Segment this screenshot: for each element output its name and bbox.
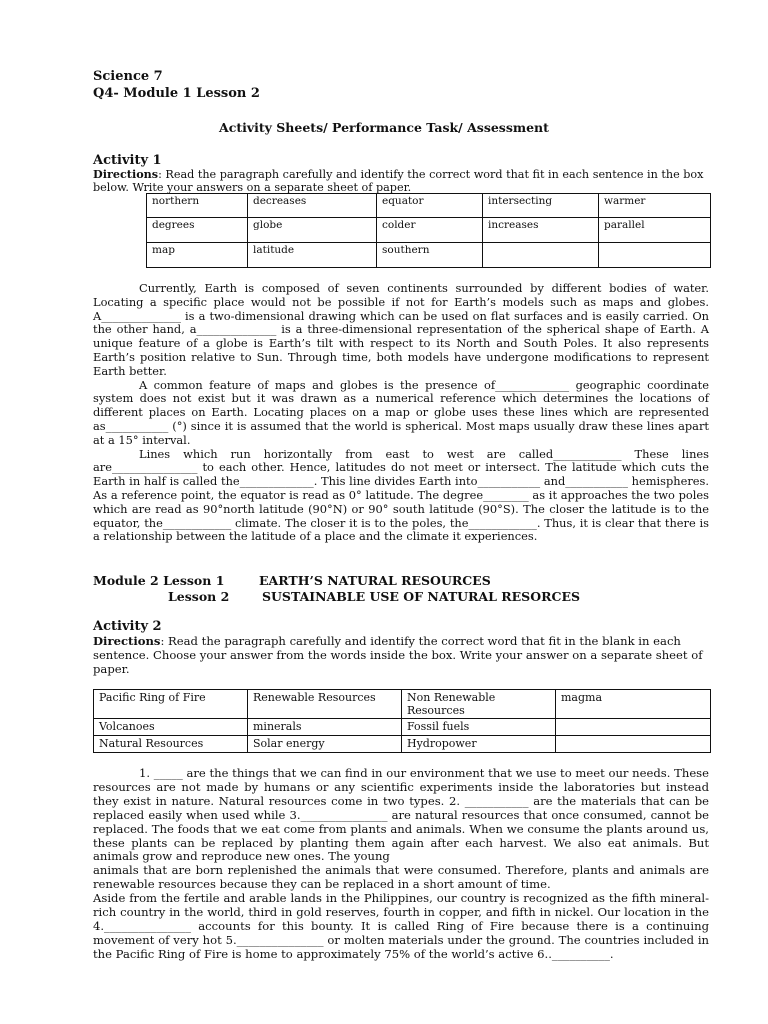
word-cell: Solar energy: [248, 736, 402, 753]
word-cell: latitude: [248, 243, 377, 268]
module-lesson-label: Q4- Module 1 Lesson 2: [93, 86, 260, 101]
word-cell: Natural Resources: [94, 736, 248, 753]
activity1-title: Activity 1: [93, 153, 162, 168]
module2-lesson2-label: Lesson 2: [168, 589, 230, 604]
word-cell: Volcanoes: [94, 719, 248, 736]
word-cell: intersecting: [483, 194, 599, 218]
word-box-row: [147, 194, 711, 218]
passage-paragraph: animals that are born replenished the animals that were consumed. Therefore, plants and animals are renewable resources because they can be replaced in a short amount of time.: [93, 863, 709, 892]
word-cell: southern: [377, 243, 483, 268]
word-box-row: [147, 243, 711, 268]
word-cell: northern: [147, 194, 248, 218]
directions-label: Directions: [93, 167, 159, 181]
directions-text: : Read the paragraph carefully and identify the correct word that fit in each sentence in the box below. Write your answers on a separate sheet of paper.: [93, 168, 704, 194]
word-cell: Pacific Ring of Fire: [94, 690, 248, 719]
activity1-word-box: [146, 193, 711, 268]
word-box-row: [147, 218, 711, 243]
page-title: Activity Sheets/ Performance Task/ Assessment: [219, 120, 549, 135]
passage-paragraph: A common feature of maps and globes is the presence of_____________ geographic coordinate system does not exist but it was drawn as a numerical reference which determines the locations of different places on Earth. Locating places on a map or globe uses these lines which are represented as___________ (°) since it is assumed that the world is spherical. Most maps usually draw these lines apart at a 15° interval.: [93, 377, 709, 447]
module2-lesson1-label: Module 2 Lesson 1: [93, 573, 225, 588]
word-cell: minerals: [248, 719, 402, 736]
passage-paragraph: Lines which run horizontally from east to west are called____________ These lines are_______________ to each other. Hence, latitudes do not meet or intersect. The latitude which cuts the Earth in half is called the_____________. This line divides Earth into___________ and___________ hemispheres. As a reference point, the equator is read as 0° latitude. The degree________ as it approaches the two poles which are read as 90°north latitude (90°N) or 90° south latitude (90°S). The closer the latitude is to the equator, the____________ climate. The closer it is to the poles, the____________. Thus, it is clear that there is a relationship between the latitude of a place and the climate it experiences.: [93, 446, 709, 544]
passage-paragraph: 1. _____ are the things that we can find in our environment that we use to meet our needs. These resources are not made by humans or any scientific experiments inside the laboratories but instead they exist in nature. Natural resources come in two types. 2. ___________ are the materials that can be replaced easily when used while 3._______________ are natural resources that once consumed, cannot be replaced. The foods that we eat come from plants and animals. When we consume the plants around us, these plants can be replaced by planting them again after each harvest. We also eat animals. But animals grow and reproduce new ones. The young: [93, 766, 709, 864]
word-cell: globe: [248, 218, 377, 243]
word-cell: [556, 736, 711, 753]
word-cell: magma: [556, 690, 711, 719]
activity1-directions: [93, 168, 709, 194]
activity2-directions: [93, 634, 709, 676]
word-cell: Hydropower: [402, 736, 556, 753]
course-label: Science 7: [93, 69, 163, 84]
activity1-passage: [93, 282, 709, 544]
activity2-word-box: [93, 689, 711, 753]
word-cell: degrees: [147, 218, 248, 243]
directions-text: : Read the paragraph carefully and identify the correct word that fit in the blank in each sentence. Choose your answer from the words inside the box. Write your answer on a separate sheet of paper.: [93, 634, 703, 676]
module2-lesson1-title: EARTH’S NATURAL RESOURCES: [259, 573, 491, 588]
word-cell: [483, 243, 599, 268]
word-cell: Non Renewable Resources: [402, 690, 556, 719]
directions-label: Directions: [93, 634, 161, 648]
activity2-title: Activity 2: [93, 619, 162, 634]
word-cell: Fossil fuels: [402, 719, 556, 736]
word-cell: warmer: [599, 194, 711, 218]
word-cell: [556, 719, 711, 736]
word-cell: [599, 243, 711, 268]
word-cell: Renewable Resources: [248, 690, 402, 719]
passage-paragraph: Aside from the fertile and arable lands in the Philippines, our country is recognized as the fifth mineral-rich country in the world, third in gold reserves, fourth in copper, and fifth in nickel. Our location in the 4._______________ accounts for this bounty. It is called Ring of Fire because there is a continuing movement of very hot 5._______________ or molten materials under the ground. The countries included in the Pacific Ring of Fire is home to approximately 75% of the world’s active 6..__________.: [93, 891, 709, 961]
activity2-passage: [93, 767, 709, 962]
word-cell: map: [147, 243, 248, 268]
word-box-row: [94, 736, 711, 753]
word-cell: equator: [377, 194, 483, 218]
word-cell: colder: [377, 218, 483, 243]
module2-lesson2-title: SUSTAINABLE USE OF NATURAL RESORCES: [262, 589, 580, 604]
word-box-row: [94, 690, 711, 719]
word-cell: decreases: [248, 194, 377, 218]
word-cell: increases: [483, 218, 599, 243]
word-cell: parallel: [599, 218, 711, 243]
word-box-row: [94, 719, 711, 736]
passage-paragraph: Currently, Earth is composed of seven continents surrounded by different bodies of water. Locating a specific place would not be possible if not for Earth’s models such as maps and globes. A______________ is a two-dimensional drawing which can be used on flat surfaces and is easily carried. On the other hand, a______________ is a three-dimensional representation of the spherical shape of Earth. A unique feature of a globe is Earth’s tilt with respect to its North and South Poles. It also represents Earth’s position relative to Sun. Through time, both models have undergone modifications to represent Earth better.: [93, 281, 709, 378]
